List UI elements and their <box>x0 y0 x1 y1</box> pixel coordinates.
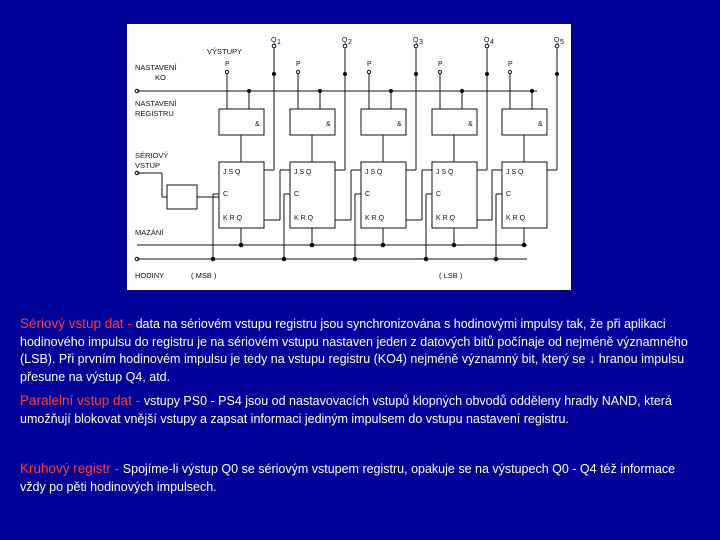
flip-flop-jsq: J S Q <box>223 169 241 176</box>
junction-dot <box>452 243 456 247</box>
output-subscript-q1: 1 <box>277 39 281 46</box>
junction-dot <box>389 89 392 92</box>
output-terminal-q1 <box>272 44 276 48</box>
preset-input-terminal <box>508 70 511 73</box>
preset-input-terminal <box>225 70 228 73</box>
text-ring-register: Spojíme-li výstup Q0 se sériovým vstupem registru, opakuje se na výstupech Q0 - Q4 též informace vždy po pěti hodinových impulsech. <box>20 462 676 494</box>
output-label-q5: Q <box>554 37 560 44</box>
output-label-q4: Q <box>484 37 490 44</box>
nand-symbol: & <box>255 121 260 128</box>
output-label-q3: Q <box>413 37 419 44</box>
label-lsb: ( LSB ) <box>439 271 463 280</box>
junction-dot <box>239 243 243 247</box>
nand-symbol: & <box>538 121 543 128</box>
flip-flop-krq: K R Q <box>294 215 314 222</box>
label-mazani: MAZÁNÍ <box>135 228 164 237</box>
heading-ring-register: Kruhový registr - <box>20 461 123 476</box>
preset-input-label: P <box>367 61 372 68</box>
preset-input-label: P <box>296 61 301 68</box>
text-parallel-input: vstupy PS0 - PS4 jsou od nastavovacích vstupů klopných obvodů odděleny hradly NAND, která umožňují blokovat vnější vstupy a zapsat informaci jediným impulsem do vstupu nastavení registru. <box>20 394 672 426</box>
output-terminal-q2 <box>343 44 347 48</box>
flip-flop-krq: K R Q <box>506 215 526 222</box>
nand-symbol: & <box>397 121 402 128</box>
junction-dot <box>343 72 346 75</box>
flip-flop-krq: K R Q <box>436 215 456 222</box>
shift-register-diagram <box>127 24 571 290</box>
flip-flop-krq: K R Q <box>365 215 385 222</box>
label-hodiny: HODINY <box>135 271 165 280</box>
output-label-q2: Q <box>342 37 348 44</box>
label-nastaveni-registru-2: REGISTRU <box>135 109 174 118</box>
junction-dot <box>522 243 526 247</box>
output-subscript-q4: 4 <box>490 39 494 46</box>
flip-flop-c: C <box>436 191 442 198</box>
label-msb: ( MSB ) <box>191 271 217 280</box>
heading-serial-input: Sériový vstup dat - <box>20 316 136 331</box>
flip-flop-krq: K R Q <box>223 215 243 222</box>
nand-symbol: & <box>468 121 473 128</box>
junction-dot <box>211 257 215 261</box>
flip-flop-jsq: J S Q <box>365 169 383 176</box>
label-nastaveni-ko-2: KO <box>155 73 166 82</box>
preset-input-terminal <box>296 70 299 73</box>
serial-input-gate <box>167 185 197 209</box>
flip-flop-c: C <box>365 191 371 198</box>
heading-parallel-input: Paralelní vstup dat - <box>20 393 144 408</box>
label-vystupy: VÝSTUPY <box>207 47 243 56</box>
junction-dot <box>414 72 417 75</box>
text-serial-input: data na sériovém vstupu registru jsou synchronizována s hodinovými impulsy tak, že při aplikaci hodinového impulsu do registru je na sériovém vstupu nastaven jeden z datových bitů počínaje od nejméně významného (LSB). Při prvním hodinovém impulsu je tedy na vstupu registru (KO4) nejméně významný bit, který se ↓ hranou impulsu přesune na výstup Q4, atd. <box>20 317 688 384</box>
paragraph-ring-register <box>20 460 700 496</box>
junction-dot <box>381 243 385 247</box>
output-subscript-q2: 2 <box>348 39 352 46</box>
output-label-q1: Q <box>271 37 277 44</box>
flip-flop-c: C <box>223 191 229 198</box>
junction-dot <box>247 89 250 92</box>
output-terminal-q3 <box>414 44 418 48</box>
label-nastaveni-ko-1: NASTAVENÍ <box>135 63 177 72</box>
junction-dot <box>494 257 498 261</box>
junction-dot <box>555 72 558 75</box>
label-seriovy-1: SÉRIOVÝ <box>135 151 169 160</box>
flip-flop-jsq: J S Q <box>294 169 312 176</box>
output-subscript-q5: 5 <box>560 39 564 46</box>
junction-dot <box>530 89 533 92</box>
junction-dot <box>282 257 286 261</box>
preset-input-terminal <box>367 70 370 73</box>
paragraph-parallel-input <box>20 392 700 428</box>
flip-flop-c: C <box>294 191 300 198</box>
output-terminal-q4 <box>485 44 489 48</box>
output-subscript-q3: 3 <box>419 39 423 46</box>
junction-dot <box>353 257 357 261</box>
label-seriovy-2: VSTUP <box>135 161 161 170</box>
flip-flop-jsq: J S Q <box>436 169 454 176</box>
junction-dot <box>272 72 275 75</box>
preset-input-label: P <box>508 61 513 68</box>
nand-symbol: & <box>326 121 331 128</box>
flip-flop-jsq: J S Q <box>506 169 524 176</box>
output-terminal-q5 <box>555 44 559 48</box>
junction-dot <box>485 72 488 75</box>
preset-input-label: P <box>438 61 443 68</box>
preset-input-label: P <box>225 61 230 68</box>
junction-dot <box>310 243 314 247</box>
label-nastaveni-registru-1: NASTAVENÍ <box>135 99 177 108</box>
paragraph-serial-input <box>20 315 700 386</box>
flip-flop-c: C <box>506 191 512 198</box>
junction-dot <box>318 89 321 92</box>
junction-dot <box>460 89 463 92</box>
preset-input-terminal <box>438 70 441 73</box>
junction-dot <box>424 257 428 261</box>
